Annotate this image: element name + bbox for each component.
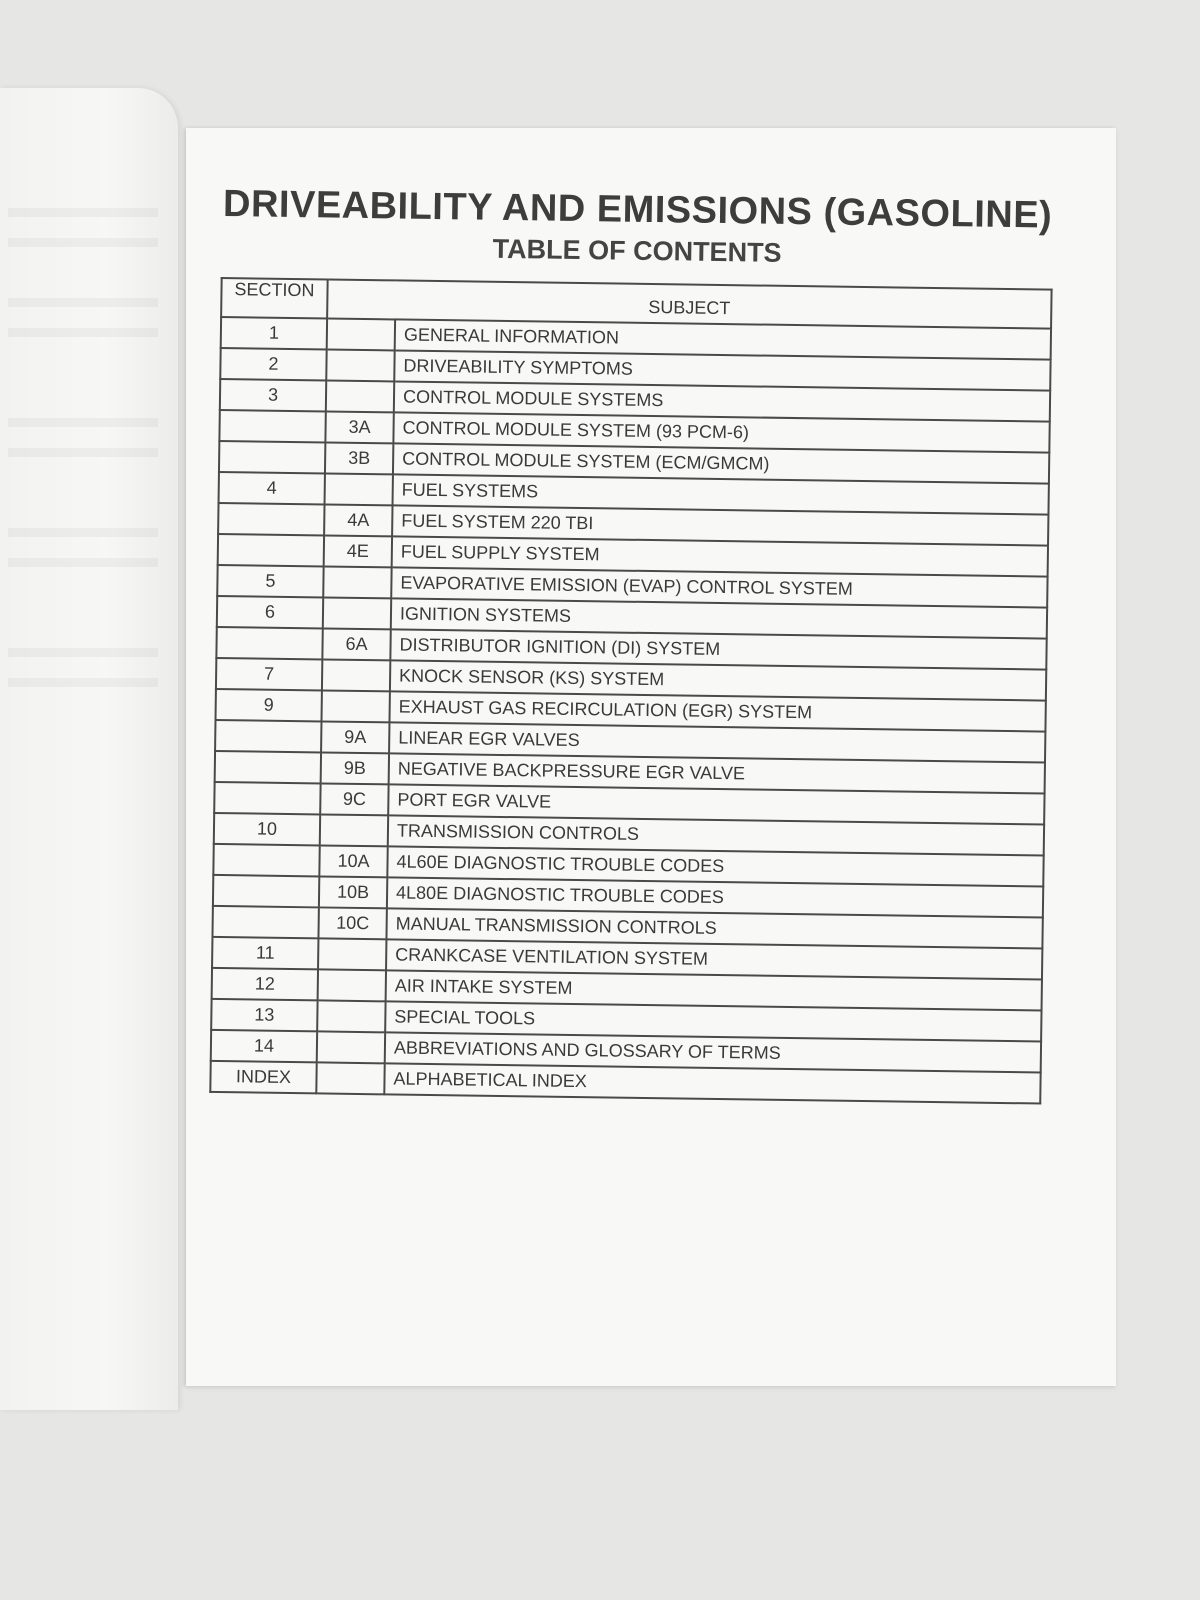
section-number	[219, 441, 325, 473]
section-number: INDEX	[210, 1061, 316, 1093]
subject-header: SUBJECT	[327, 279, 1051, 328]
section-number	[215, 751, 321, 783]
subsection-number: 10C	[318, 907, 386, 939]
section-number: 1	[221, 317, 327, 349]
document-title: DRIVEABILITY AND EMISSIONS (GASOLINE)	[222, 183, 1053, 237]
section-number: 12	[212, 968, 318, 1000]
page-content	[209, 183, 1054, 1105]
subject-text: FUEL SYSTEM 220 TBI	[392, 505, 1048, 545]
subsection-number	[321, 690, 389, 722]
section-number: 11	[212, 937, 318, 969]
subsection-number: 10A	[319, 845, 387, 877]
subsection-number: 3A	[325, 411, 393, 443]
show-through-text	[8, 298, 158, 307]
show-through-text	[8, 558, 158, 567]
subject-text: EVAPORATIVE EMISSION (EVAP) CONTROL SYSTEM	[391, 567, 1047, 607]
subsection-number: 4E	[324, 535, 392, 567]
show-through-text	[8, 528, 158, 537]
section-number	[214, 782, 320, 814]
show-through-text	[8, 678, 158, 687]
section-header: SECTION	[221, 278, 328, 318]
section-number	[212, 906, 318, 938]
subject-text: CRANKCASE VENTILATION SYSTEM	[386, 939, 1042, 979]
facing-page	[0, 88, 178, 1410]
subject-text: FUEL SUPPLY SYSTEM	[392, 536, 1048, 576]
subject-text: NEGATIVE BACKPRESSURE EGR VALVE	[389, 753, 1045, 793]
section-number	[215, 720, 321, 752]
subsection-number	[317, 1031, 385, 1063]
section-number	[213, 844, 319, 876]
subject-text: 4L80E DIAGNOSTIC TROUBLE CODES	[387, 877, 1043, 917]
show-through-text	[8, 328, 158, 337]
section-number: 3	[220, 379, 326, 411]
subsection-number: 9B	[321, 752, 389, 784]
subject-text: EXHAUST GAS RECIRCULATION (EGR) SYSTEM	[389, 691, 1045, 731]
subsection-number: 9A	[321, 721, 389, 753]
subsection-number	[323, 597, 391, 629]
subsection-number	[326, 349, 394, 381]
subsection-number: 4A	[324, 504, 392, 536]
subsection-number: 10B	[319, 876, 387, 908]
subsection-number	[327, 318, 395, 350]
subject-text: GENERAL INFORMATION	[395, 319, 1051, 359]
section-number: 5	[217, 565, 323, 597]
section-number: 6	[217, 596, 323, 628]
subject-text: KNOCK SENSOR (KS) SYSTEM	[390, 660, 1046, 700]
section-number	[218, 534, 324, 566]
subject-text: DRIVEABILITY SYMPTOMS	[394, 350, 1050, 390]
section-number: 4	[219, 472, 325, 504]
subject-text: SPECIAL TOOLS	[385, 1001, 1041, 1041]
section-number: 13	[211, 999, 317, 1031]
contents-table	[209, 277, 1052, 1105]
subject-text: ALPHABETICAL INDEX	[384, 1063, 1040, 1103]
subsection-number	[326, 380, 394, 412]
subsection-number: 6A	[322, 628, 390, 660]
subject-text: CONTROL MODULE SYSTEM (93 PCM-6)	[393, 412, 1049, 452]
subsection-number	[318, 969, 386, 1001]
subsection-number	[317, 1000, 385, 1032]
section-number: 2	[220, 348, 326, 380]
section-number: 10	[214, 813, 320, 845]
section-number	[216, 627, 322, 659]
subject-text: PORT EGR VALVE	[388, 784, 1044, 824]
subject-text: FUEL SYSTEMS	[393, 474, 1049, 514]
section-number	[218, 503, 324, 535]
show-through-text	[8, 448, 158, 457]
subsection-number: 9C	[320, 783, 388, 815]
show-through-text	[8, 238, 158, 247]
section-number: 14	[211, 1030, 317, 1062]
subject-text: CONTROL MODULE SYSTEMS	[394, 381, 1050, 421]
subject-text: 4L60E DIAGNOSTIC TROUBLE CODES	[387, 846, 1043, 886]
section-number	[213, 875, 319, 907]
show-through-text	[8, 418, 158, 427]
subject-text: DISTRIBUTOR IGNITION (DI) SYSTEM	[390, 629, 1046, 669]
subsection-number	[318, 938, 386, 970]
subject-text: IGNITION SYSTEMS	[391, 598, 1047, 638]
section-number	[219, 410, 325, 442]
subsection-number	[322, 659, 390, 691]
section-number: 7	[216, 658, 322, 690]
contents-rows	[210, 317, 1051, 1104]
show-through-text	[8, 208, 158, 217]
subsection-number	[325, 473, 393, 505]
section-number: 9	[216, 689, 322, 721]
document-subtitle: TABLE OF CONTENTS	[492, 233, 782, 268]
subject-text: CONTROL MODULE SYSTEM (ECM/GMCM)	[393, 443, 1049, 483]
subsection-number	[316, 1062, 384, 1094]
show-through-text	[8, 648, 158, 657]
subsection-number: 3B	[325, 442, 393, 474]
subject-text: TRANSMISSION CONTROLS	[388, 815, 1044, 855]
subject-text: LINEAR EGR VALVES	[389, 722, 1045, 762]
subsection-number	[323, 566, 391, 598]
subject-text: ABBREVIATIONS AND GLOSSARY OF TERMS	[385, 1032, 1041, 1072]
contents-page	[186, 128, 1116, 1386]
subject-text: MANUAL TRANSMISSION CONTROLS	[386, 908, 1042, 948]
subsection-number	[320, 814, 388, 846]
subject-text: AIR INTAKE SYSTEM	[386, 970, 1042, 1010]
